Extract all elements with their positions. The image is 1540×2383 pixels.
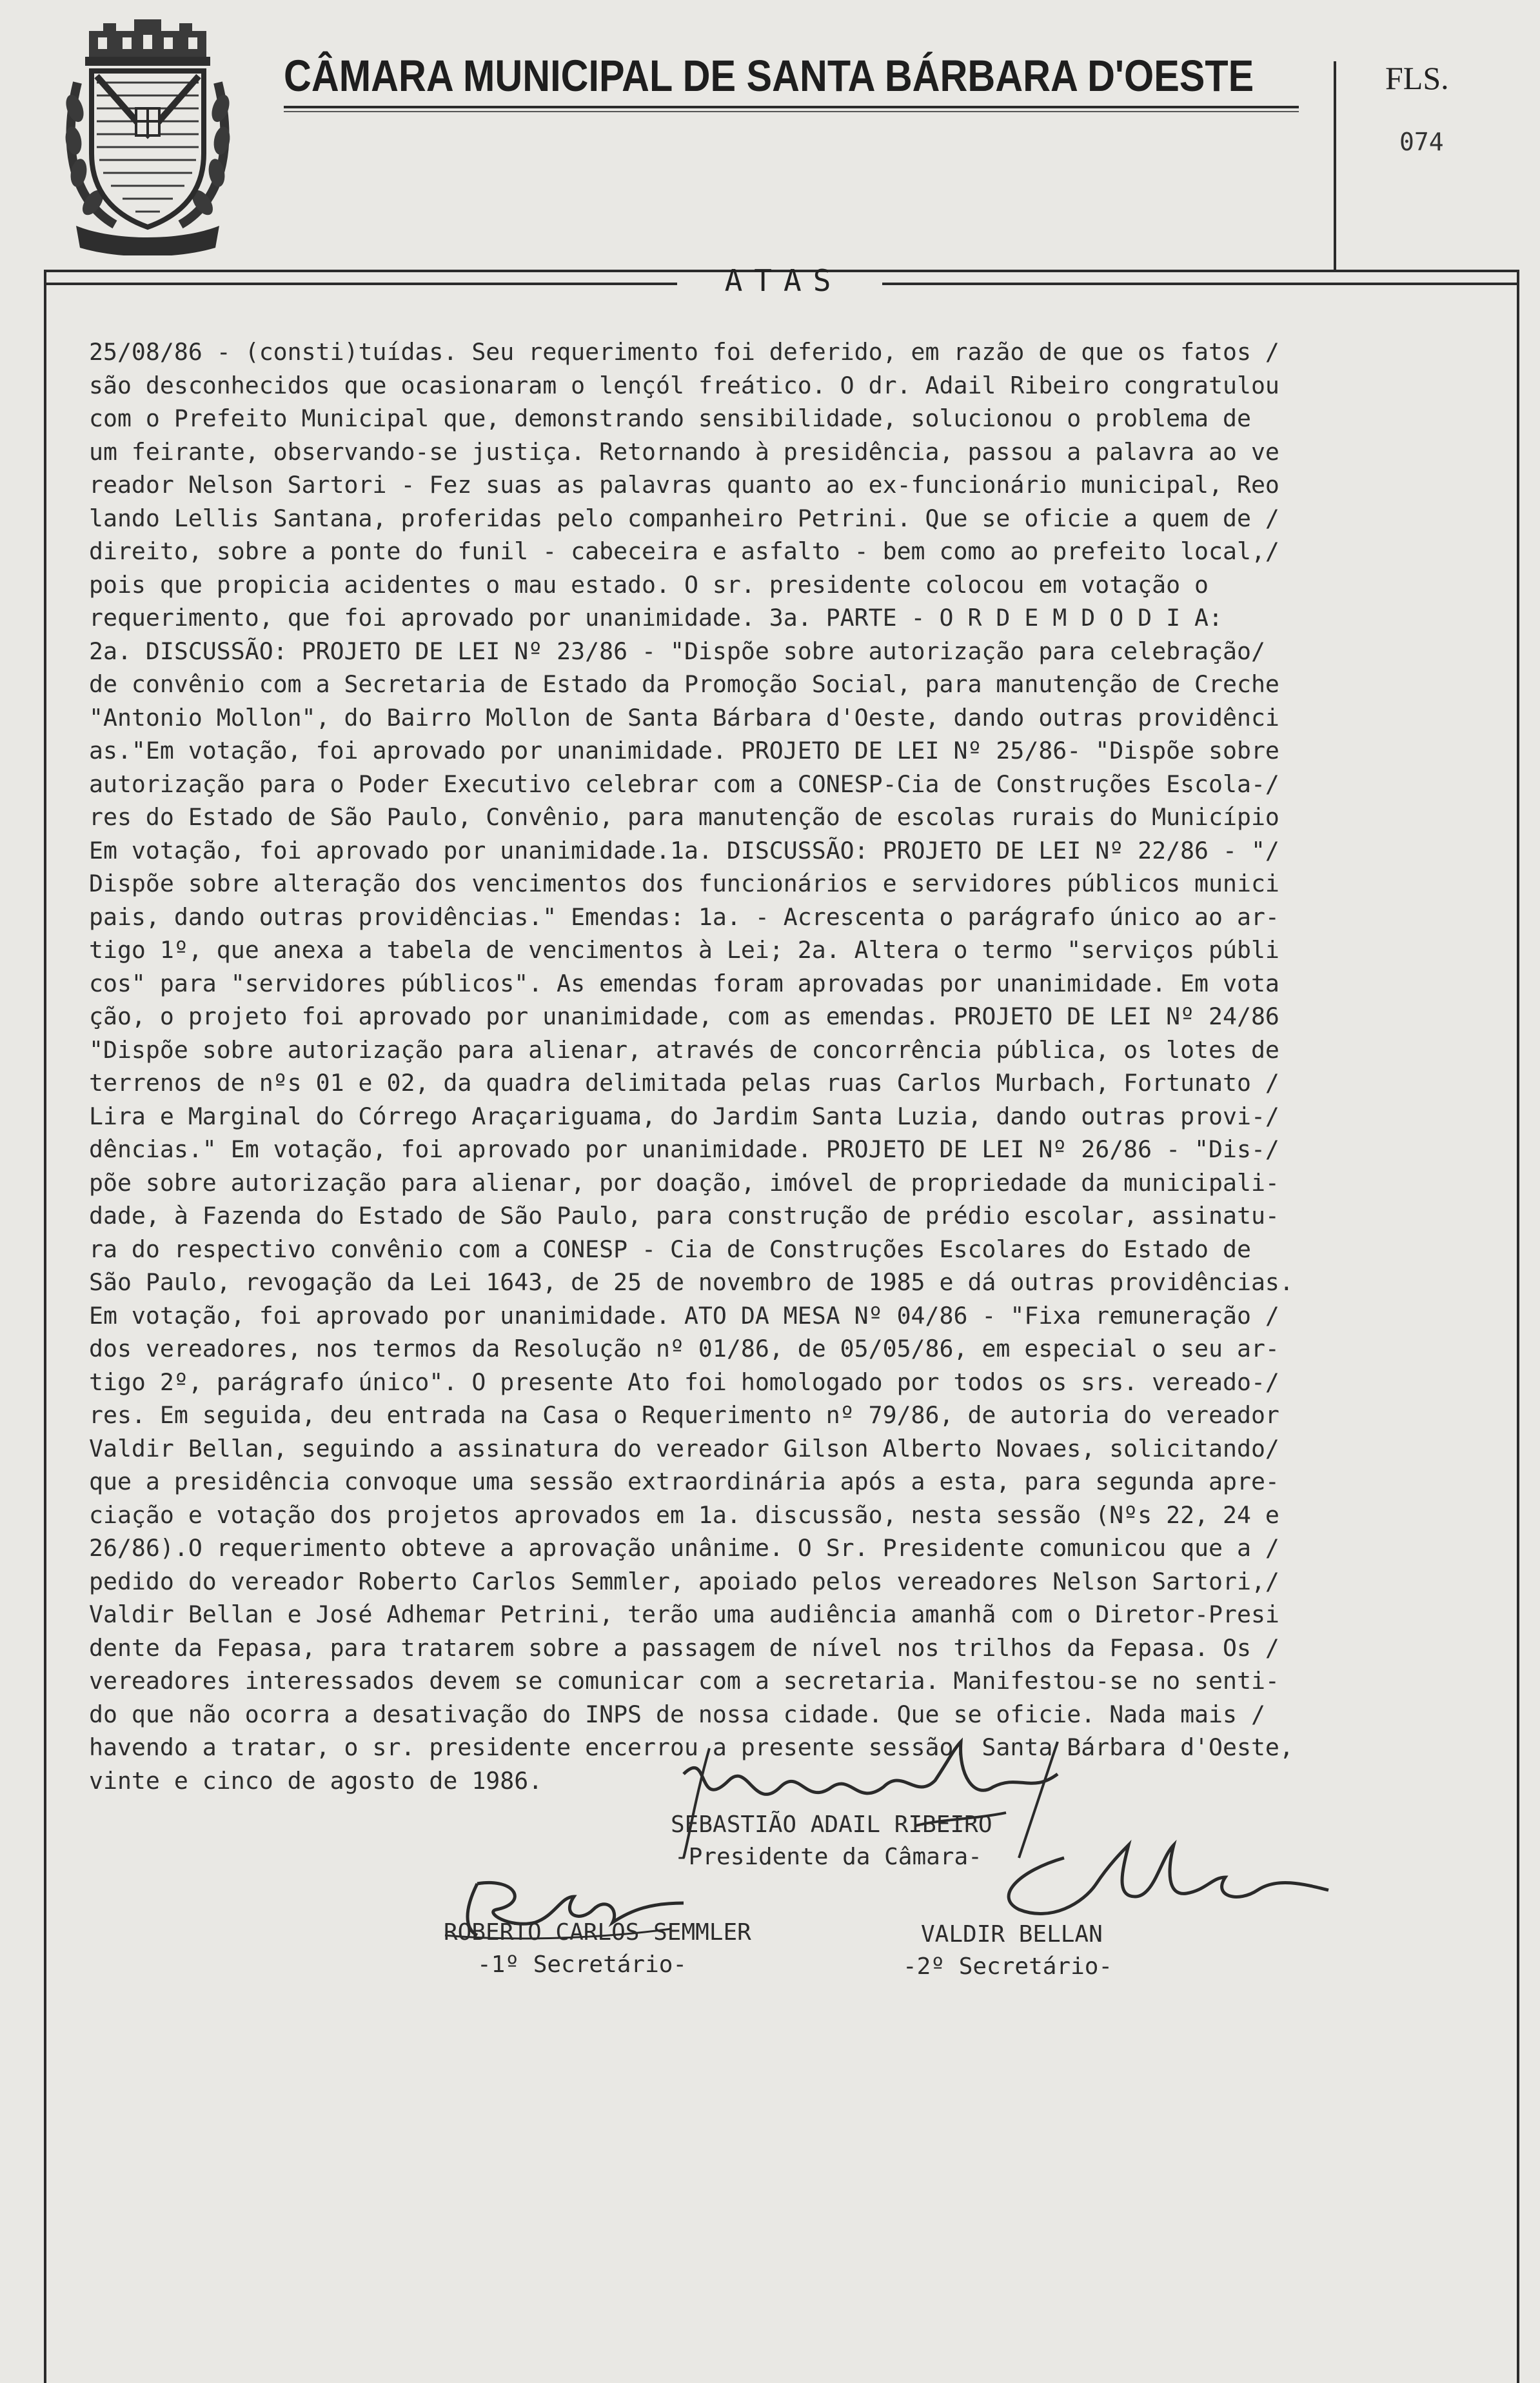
text-line: Dispõe sobre alteração dos vencimentos dos funcionários e servidores públicos munici bbox=[89, 870, 1279, 897]
text-line: Valdir Bellan e José Adhemar Petrini, terão uma audiência amanhã com o Diretor-Presi bbox=[89, 1600, 1279, 1628]
frame-left bbox=[44, 270, 46, 2383]
coat-of-arms-icon bbox=[63, 12, 232, 255]
atas-rule-left bbox=[44, 283, 677, 285]
fls-label: FLS. bbox=[1385, 60, 1449, 96]
text-line: pois que propicia acidentes o mau estado. O sr. presidente colocou em votação o bbox=[89, 570, 1209, 599]
text-line: autorização para o Poder Executivo celebrar com a CONESP-Cia de Construções Escola-/ bbox=[89, 770, 1279, 798]
text-line: pedido do vereador Roberto Carlos Semmler, apoiado pelos vereadores Nelson Sartori,/ bbox=[89, 1567, 1279, 1595]
text-line: são desconhecidos que ocasionaram o lençól freático. O dr. Adail Ribeiro congratulou bbox=[89, 371, 1279, 399]
text-line: tigo 1º, que anexa a tabela de vencimentos à Lei; 2a. Altera o termo "serviços públi bbox=[89, 936, 1279, 964]
header-rule bbox=[284, 106, 1299, 108]
minutes-body bbox=[89, 335, 1469, 1797]
text-line: ciação e votação dos projetos aprovados em 1a. discussão, nesta sessão (Nºs 22, 24 e bbox=[89, 1501, 1279, 1529]
frame-right bbox=[1517, 270, 1519, 2383]
text-line: vereadores interessados devem se comunicar com a secretaria. Manifestou-se no senti- bbox=[89, 1667, 1279, 1695]
fls-divider bbox=[1334, 61, 1336, 270]
text-line: Em votação, foi aprovado por unanimidade. ATO DA MESA Nº 04/86 - "Fixa remuneração / bbox=[89, 1301, 1279, 1330]
text-line: reador Nelson Sartori - Fez suas as palavras quanto ao ex-funcionário municipal, Reo bbox=[89, 471, 1279, 499]
text-line: Em votação, foi aprovado por unanimidade.1a. DISCUSSÃO: PROJETO DE LEI Nº 22/86 - "/ bbox=[89, 836, 1279, 864]
text-line: com o Prefeito Municipal que, demonstrando sensibilidade, solucionou o problema de bbox=[89, 404, 1251, 432]
second-secretary-role: -2º Secretário- bbox=[903, 1953, 1113, 1980]
text-line: ra do respectivo convênio com a CONESP - Cia de Construções Escolares do Estado de bbox=[89, 1235, 1251, 1263]
text-line: "Dispõe sobre autorização para alienar, através de concorrência pública, os lotes de bbox=[89, 1035, 1279, 1064]
text-line: tigo 2º, parágrafo único". O presente Ato foi homologado por todos os srs. vereado-/ bbox=[89, 1368, 1279, 1396]
president-name: SEBASTIÃO ADAIL RIBEIRO bbox=[671, 1811, 992, 1838]
text-line: que a presidência convoque uma sessão extraordinária após a esta, para segunda apre- bbox=[89, 1468, 1279, 1495]
text-line: dente da Fepasa, para tratarem sobre a passagem de nível nos trilhos da Fepasa. Os / bbox=[89, 1633, 1279, 1662]
text-line: direito, sobre a ponte do funil - cabeceira e asfalto - bem como ao prefeito local,/ bbox=[89, 537, 1279, 565]
text-line: Valdir Bellan, seguindo a assinatura do vereador Gilson Alberto Novaes, solicitando/ bbox=[89, 1434, 1279, 1462]
text-line: dos vereadores, nos termos da Resolução nº 01/86, de 05/05/86, em especial o seu ar- bbox=[89, 1335, 1279, 1362]
text-line: põe sobre autorização para alienar, por doação, imóvel de propriedade da municipali- bbox=[89, 1168, 1279, 1197]
text-line: as."Em votação, foi aprovado por unanimidade. PROJETO DE LEI Nº 25/86- "Dispõe sobre bbox=[89, 737, 1279, 764]
section-title: ATAS bbox=[724, 263, 843, 298]
text-line: dências." Em votação, foi aprovado por unanimidade. PROJETO DE LEI Nº 26/86 - "Dis-/ bbox=[89, 1135, 1279, 1163]
text-line: havendo a tratar, o sr. presidente encerrou a presente sessão. Santa Bárbara d'Oeste, bbox=[89, 1733, 1294, 1761]
second-secretary-signature-icon bbox=[980, 1832, 1341, 1929]
text-line: pais, dando outras providências." Emendas: 1a. - Acrescenta o parágrafo único ao ar- bbox=[89, 902, 1279, 931]
text-line: vinte e cinco de agosto de 1986. bbox=[89, 1766, 543, 1795]
president-role: -Presidente da Câmara- bbox=[675, 1844, 982, 1870]
text-line: um feirante, observando-se justiça. Retornando à presidência, passou a palavra ao ve bbox=[89, 437, 1279, 466]
text-line: lando Lellis Santana, proferidas pelo companheiro Petrini. Que se oficie a quem de / bbox=[89, 504, 1279, 532]
header-rule-secondary bbox=[284, 111, 1299, 112]
first-secretary-name: ROBERTO CARLOS SEMMLER bbox=[444, 1919, 751, 1946]
text-line: res do Estado de São Paulo, Convênio, para manutenção de escolas rurais do Município bbox=[89, 803, 1279, 831]
atas-rule-right bbox=[882, 283, 1519, 285]
fls-number: 074 bbox=[1399, 128, 1444, 156]
text-line: cos" para "servidores públicos". As emendas foram aprovadas por unanimidade. Em vota bbox=[89, 969, 1279, 997]
text-line: Lira e Marginal do Córrego Araçariguama, do Jardim Santa Luzia, dando outras provi-/ bbox=[89, 1102, 1279, 1130]
first-secretary-role: -1º Secretário- bbox=[477, 1951, 687, 1978]
text-line: res. Em seguida, deu entrada na Casa o Requerimento nº 79/86, de autoria do vereador bbox=[89, 1401, 1279, 1429]
text-line: 26/86).O requerimento obteve a aprovação unânime. O Sr. Presidente comunicou que a / bbox=[89, 1534, 1279, 1562]
text-line: "Antonio Mollon", do Bairro Mollon de Santa Bárbara d'Oeste, dando outras providênci bbox=[89, 703, 1279, 732]
text-line: 2a. DISCUSSÃO: PROJETO DE LEI Nº 23/86 - "Dispõe sobre autorização para celebração/ bbox=[89, 637, 1265, 665]
text-line: dade, à Fazenda do Estado de São Paulo, para construção de prédio escolar, assinatu- bbox=[89, 1202, 1279, 1230]
text-line: requerimento, que foi aprovado por unanimidade. 3a. PARTE - O R D E M D O D I A: bbox=[89, 604, 1223, 632]
text-line: do que não ocorra a desativação do INPS de nossa cidade. Que se oficie. Nada mais / bbox=[89, 1700, 1265, 1728]
second-secretary-name: VALDIR BELLAN bbox=[921, 1921, 1103, 1948]
text-line: de convênio com a Secretaria de Estado da Promoção Social, para manutenção de Creche bbox=[89, 670, 1279, 698]
header-title: CÂMARA MUNICIPAL DE SANTA BÁRBARA D'OESTE bbox=[284, 51, 1254, 101]
text-line: São Paulo, revogação da Lei 1643, de 25 de novembro de 1985 e dá outras providências. bbox=[89, 1268, 1294, 1296]
text-line: terrenos de nºs 01 e 02, da quadra delimitada pelas ruas Carlos Murbach, Fortunato / bbox=[89, 1069, 1279, 1097]
text-line: ção, o projeto foi aprovado por unanimidade, com as emendas. PROJETO DE LEI Nº 24/86 bbox=[89, 1002, 1279, 1030]
text-line: 25/08/86 - (consti)tuídas. Seu requerimento foi deferido, em razão de que os fatos / bbox=[89, 338, 1279, 366]
